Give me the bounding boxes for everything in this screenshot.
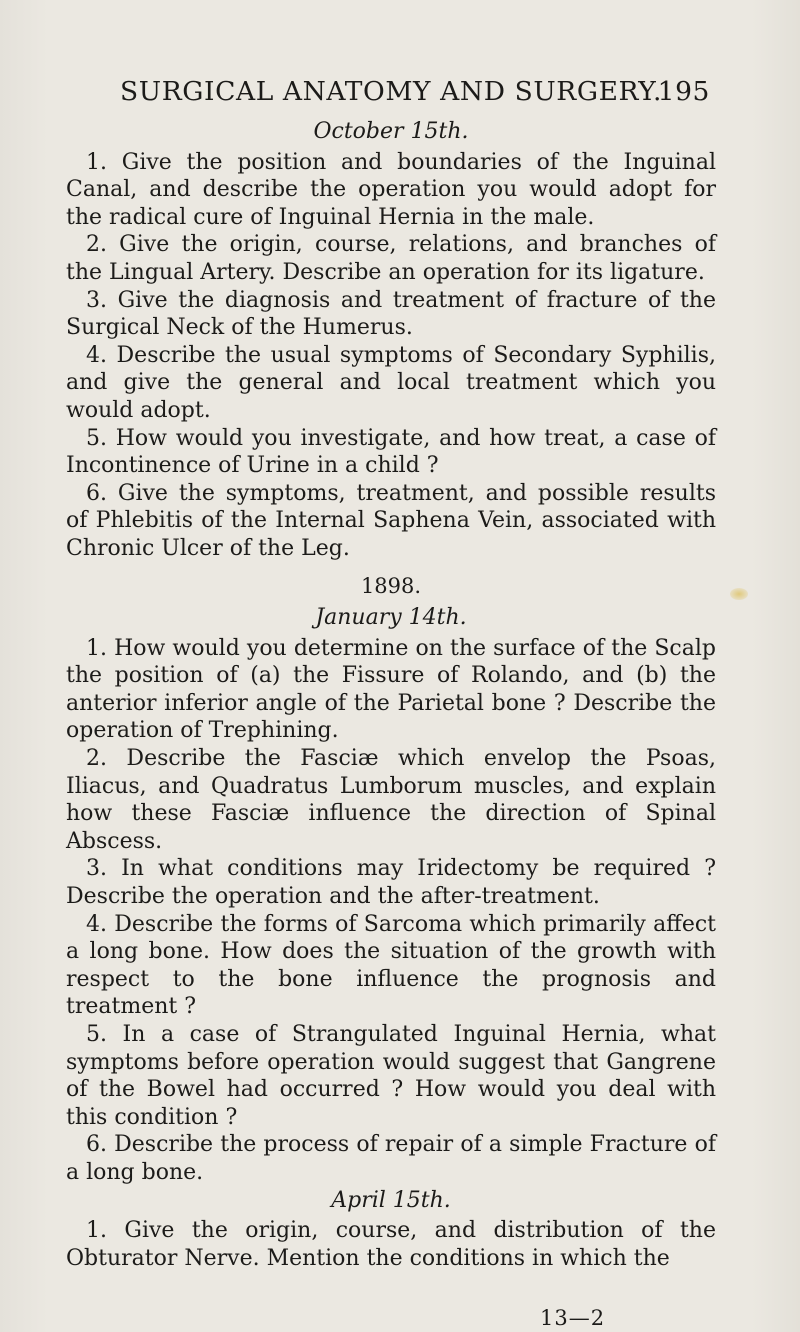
question: 3. Give the diagnosis and treatment of fracture of the Surgical Neck of the Humerus.: [66, 287, 716, 341]
running-header: [120, 76, 710, 116]
paper-stain: [730, 588, 748, 600]
question: 4. Describe the usual symptoms of Secondary Syphilis, and give the general and local treatment which you would adopt.: [66, 342, 716, 423]
signature-mark: 13—2: [540, 1306, 606, 1330]
question: 1. Give the origin, course, and distribution of the Obturator Nerve. Mention the conditions in which the: [66, 1218, 716, 1271]
section-date-january: January 14th.: [315, 605, 467, 631]
question: 5. How would you investigate, and how treat, a case of Incontinence of Urine in a child ?: [66, 425, 716, 479]
question: 1. How would you determine on the surface of the Scalp the position of (a) the Fissure of Rolando, and (b) the anterior inferior angle of the Parietal bone ? Describe the operation of Trephining.: [66, 635, 716, 744]
page-number: 195: [657, 76, 710, 107]
question: 1. Give the position and boundaries of the Inguinal Canal, and describe the operation you would adopt for the radical cure of Inguinal Hernia in the male.: [66, 149, 716, 230]
page-body: [66, 118, 716, 1272]
section-year: 1898.: [360, 573, 422, 598]
running-title: SURGICAL ANATOMY AND SURGERY.: [120, 76, 662, 107]
question: 6. Describe the process of repair of a simple Fracture of a long bone.: [66, 1132, 716, 1185]
question: 5. In a case of Strangulated Inguinal Hernia, what symptoms before operation would suggest that Gangrene of the Bowel had occurred ? How would you deal with this condition ?: [66, 1022, 716, 1130]
section-date-april: April 15th.: [331, 1187, 451, 1213]
question: 3. In what conditions may Iridectomy be required ? Describe the operation and the after-treatment.: [66, 856, 716, 910]
question: 2. Describe the Fasciæ which envelop the Psoas, Iliacus, and Quadratus Lumborum muscles, and explain how these Fasciæ influence the direction of Spinal Abscess.: [66, 746, 716, 854]
question: 6. Give the symptoms, treatment, and possible results of Phlebitis of the Internal Saphena Vein, associated with Chronic Ulcer of the Leg.: [66, 480, 716, 561]
question: 2. Give the origin, course, relations, and branches of the Lingual Artery. Describe an operation for its ligature.: [66, 232, 716, 285]
question: 4. Describe the forms of Sarcoma which primarily affect a long bone. How does the situation of the growth with respect to the bone influence the prognosis and treatment ?: [66, 911, 716, 1020]
section-date-october: October 15th.: [313, 119, 469, 144]
